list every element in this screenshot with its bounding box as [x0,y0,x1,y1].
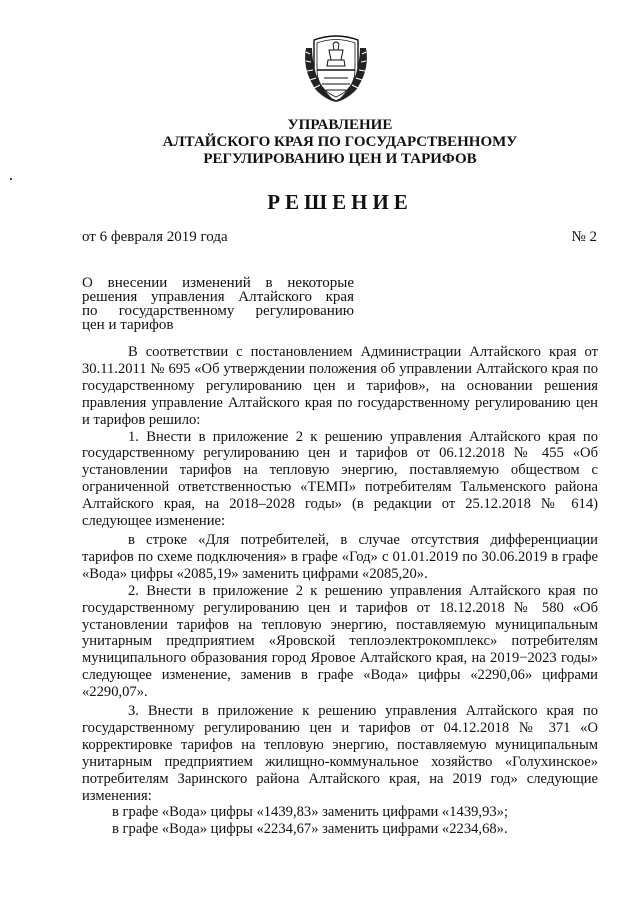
subject-line: по государственному регулированию [82,303,354,319]
agency-line: РЕГУЛИРОВАНИЮ ЦЕН И ТАРИФОВ [203,151,477,167]
subject-line: цен и тарифов [82,317,174,333]
altai-krai-coat-of-arms [304,30,368,104]
decision-body [82,344,598,838]
decision-subject [82,276,354,332]
decision-date: от 6 февраля 2019 года [82,229,228,245]
item-1-paragraph: 1. Внести в приложение 2 к решению управления Алтайского края по государственному регулированию цен и тарифов от 06.12.2018 № 455 «Об установлении тарифов на тепловую энергию, поставляемую обществом с ограниченной ответственностью «ТЕМП» потребителям Тальменского района Алтайского края, на 2018–2028 годы» (в редакции от 25.12.2018 № 614) следующее изменение: [82,428,598,530]
item-3-change-2: в графе «Вода» цифры «2234,67» заменить цифрами «2234,68». [112,821,508,838]
decision-number: № 2 [571,229,597,245]
item-3-paragraph: 3. Внести в приложение к решению управления Алтайского края по государственному регулированию цен и тарифов от 04.12.2018 № 371 «О корректировке тарифов на тепловую энергию, поставляемую муниципальным унитарным предприятием жилищно-коммунальное хозяйство «Голухинское» потребителям Заринского района Алтайского края, на 2019 год» следующие изменения: [82,703,598,804]
scan-speck [10,178,12,180]
agency-line: АЛТАЙСКОГО КРАЯ ПО ГОСУДАРСТВЕННОМУ [162,134,518,150]
subject-line: О внесении изменений в некоторые [82,275,354,291]
item-1-change: в строке «Для потребителей, в случае отсутствия дифференциации тарифов по схеме подключения» в графе «Год» с 01.01.2019 по 30.06.2019 в графе «Вода» цифры «2085,19» заменить цифрами «2085,20». [82,531,598,582]
item-3-change-1: в графе «Вода» цифры «1439,83» заменить цифрами «1439,93»; [112,804,509,821]
subject-line: решения управления Алтайского края [82,289,354,305]
document-type-title: РЕШЕНИЕ [267,190,413,214]
agency-name [130,117,550,168]
item-2-paragraph: 2. Внести в приложение 2 к решению управления Алтайского края по государственному регулированию цен и тарифов от 18.12.2018 № 580 «Об установлении тарифов на тепловую энергию, поставляемую муниципальным унитарным предприятием «Яровской теплоэлектрокомплекс» потребителям муниципального образования город Яровое Алтайского края, на 2019−2023 годы» следующее изменение, заменив в графе «Вода» цифры «2290,06» цифрами «2290,07». [82,582,598,701]
preamble-paragraph: В соответствии с постановлением Администрации Алтайского края от 30.11.2011 № 695 «Об утверждении положения об управлении Алтайского края по государственному регулированию цен и тарифов», на основании решения правления управление Алтайского края по государственному регулированию цен и тарифов решило: [82,344,598,428]
agency-line: УПРАВЛЕНИЕ [287,117,393,133]
